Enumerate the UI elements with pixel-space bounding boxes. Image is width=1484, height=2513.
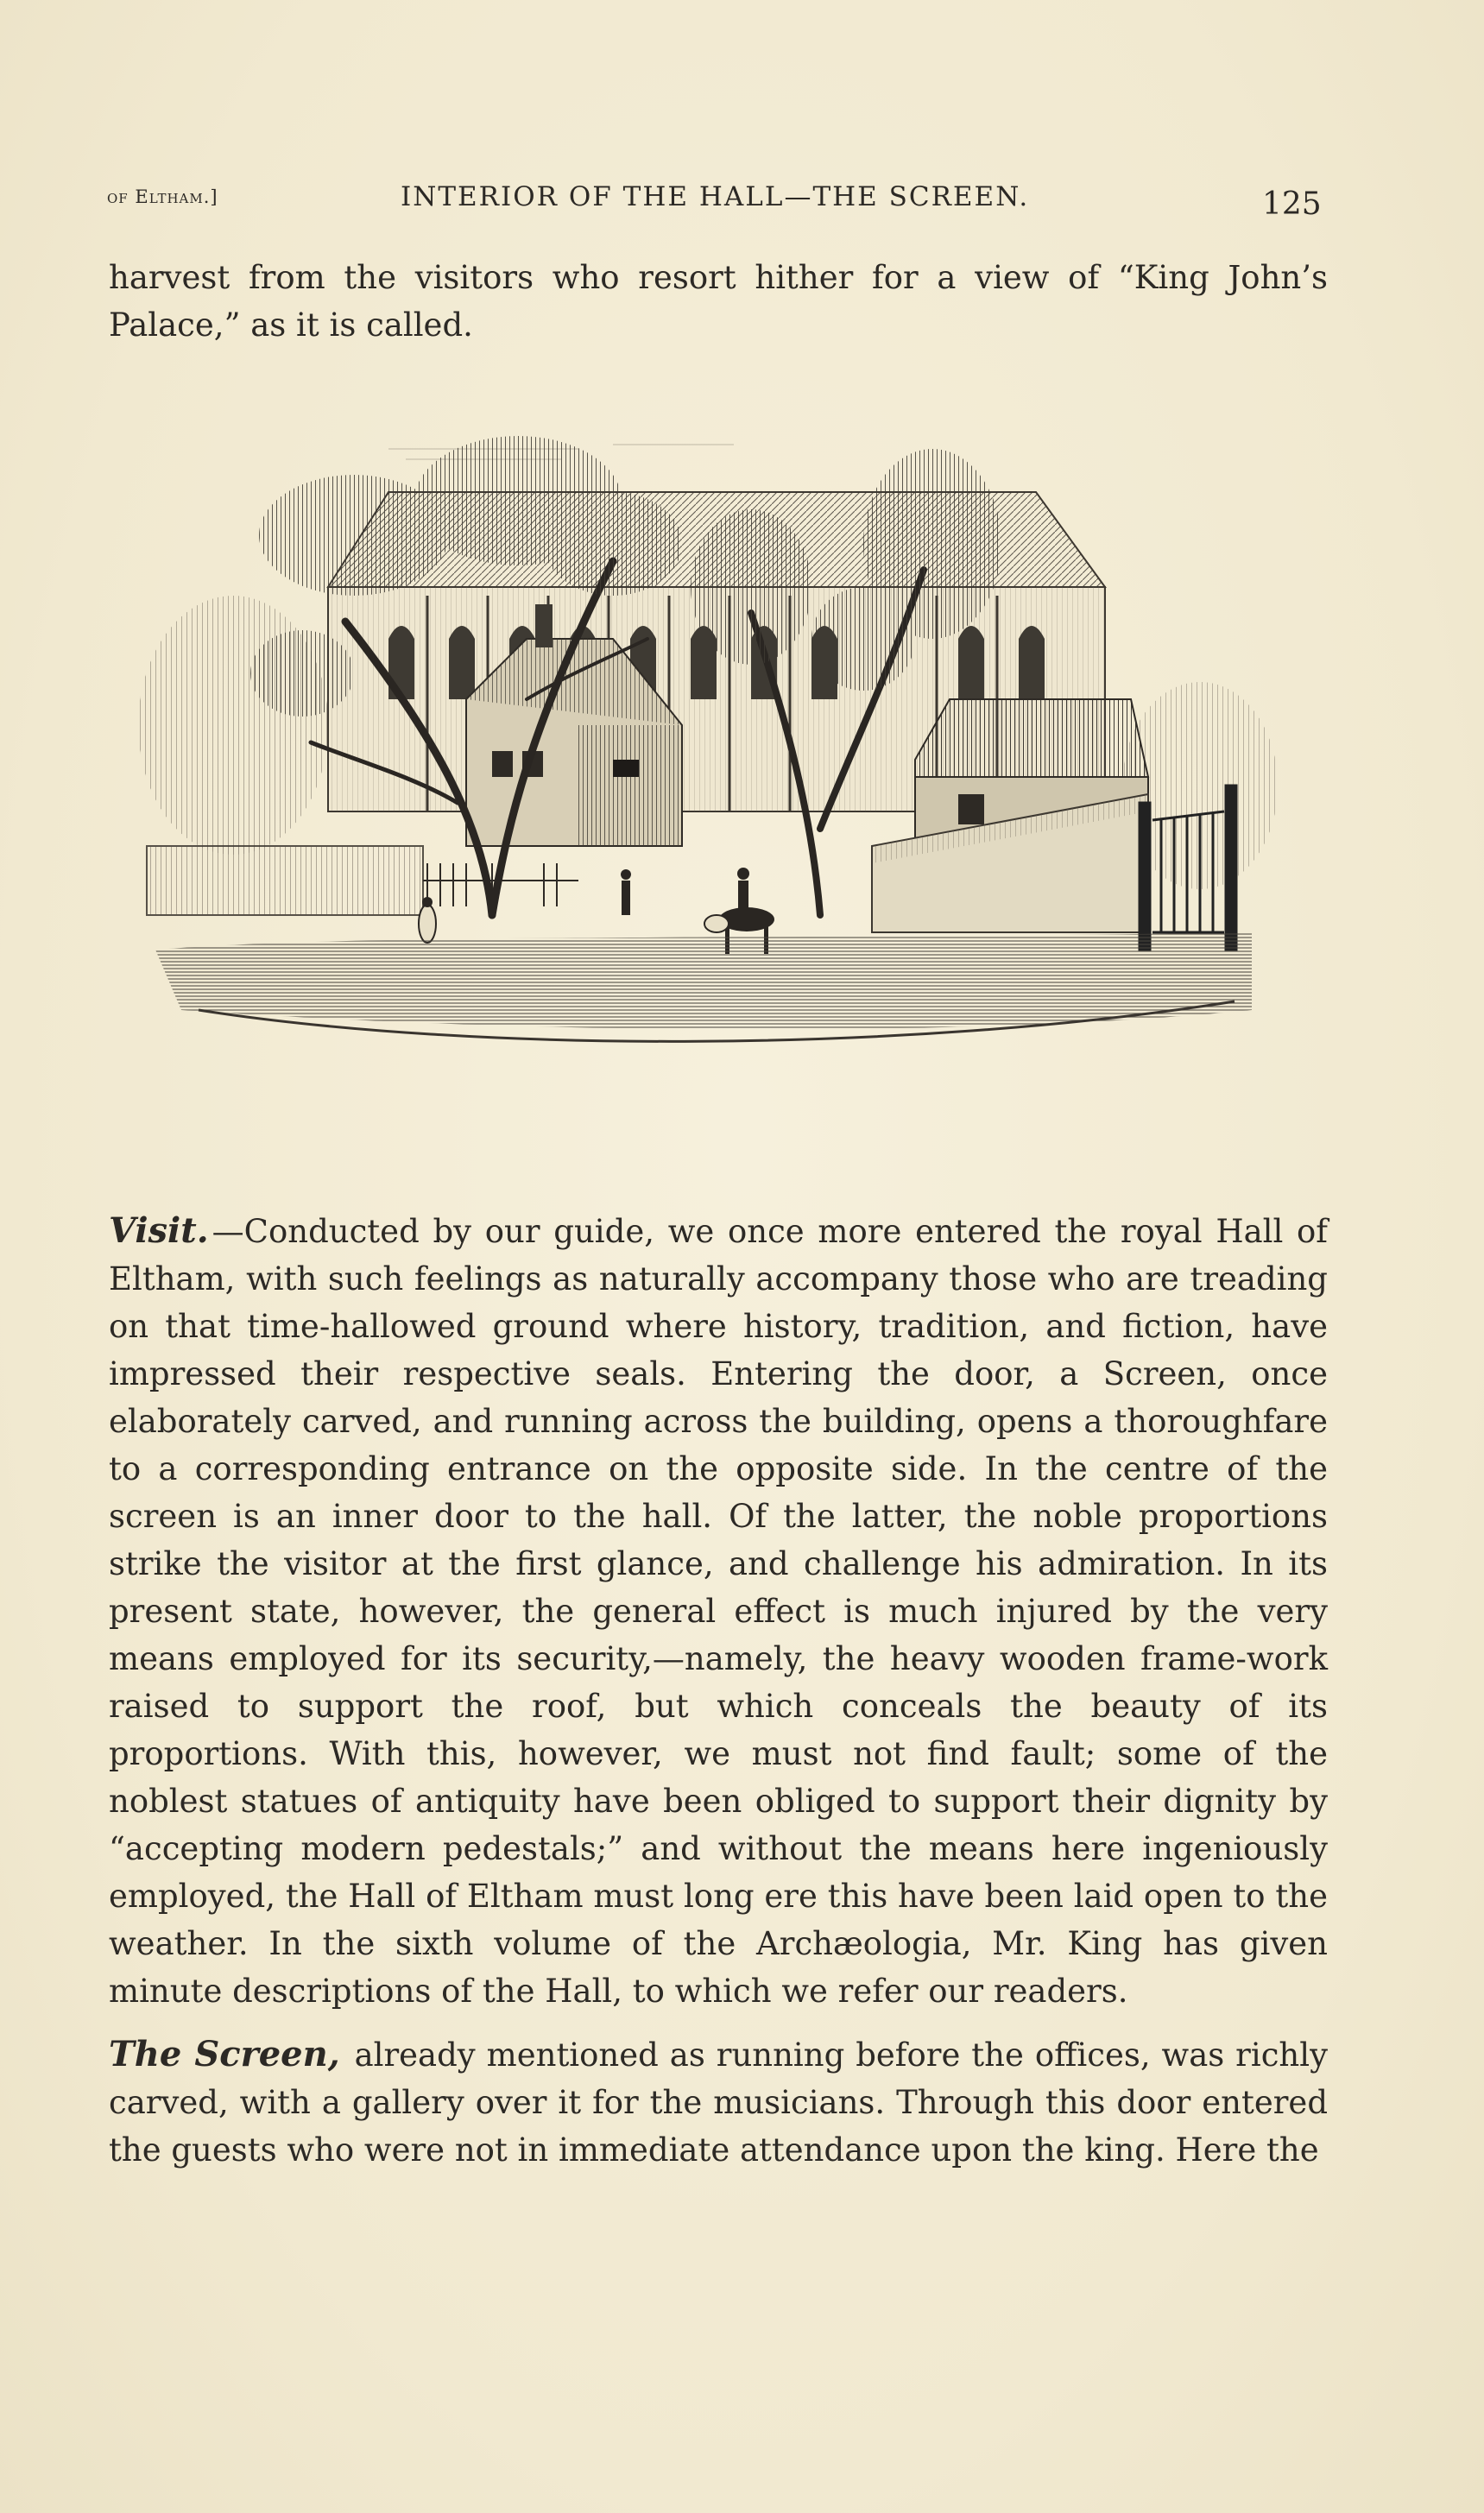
paragraph-screen (109, 2030, 1328, 2174)
paragraph-2-text: —Conducted by our guide, we once more entered the royal Hall of Eltham, with such feelings as naturally accompany those who are treading on that time-hallowed ground where history, tradition, and fiction, have impressed their respective seals. Entering the door, a Screen, once elaborately carved, and running across the building, opens a thoroughfare to a corresponding entrance on the opposite side. In the centre of the screen is an inner door to the hall. Of the latter, the noble proportions strike the visitor at the first glance, and challenge his admiration. In its present state, however, the general effect is much injured by the very means employed for its security,—namely, the heavy wooden frame-work raised to support the roof, but which conceals the beauty of its proportions. With this, however, we must not find fault; some of the noblest statues of antiquity have been obliged to support their dignity by “accepting modern pedestals;” and without the means here ingeniously employed, the Hall of Eltham must long ere this have been laid open to the weather. In the sixth volume of the Archæologia, Mr. King has given minute descriptions of the Hall, to which we refer our readers. (109, 1213, 1328, 2010)
engraving-illustration (129, 414, 1304, 1148)
paragraph-visit (109, 1207, 1328, 2015)
paragraph-3-text: already mentioned as running before the offices, was richly carved, with a gallery over it for the musicians. Through this door entered the guests who were not in immediate attendance upon the king. Here the (109, 2036, 1328, 2169)
paragraph-lead-visit: Visit. (109, 1210, 209, 1251)
page-number: 125 (1262, 186, 1322, 222)
paragraph-1: harvest from the visitors who resort hither for a view of “King John’s Palace,” as it is called. (109, 259, 1328, 344)
header-left: of Eltham.] (107, 186, 218, 207)
header-title: INTERIOR OF THE HALL—THE SCREEN. (401, 181, 1030, 212)
paragraph-lead-screen: The Screen, (109, 2034, 340, 2074)
left-wall (147, 846, 423, 915)
running-header (107, 178, 1322, 230)
ground (155, 932, 1252, 1030)
